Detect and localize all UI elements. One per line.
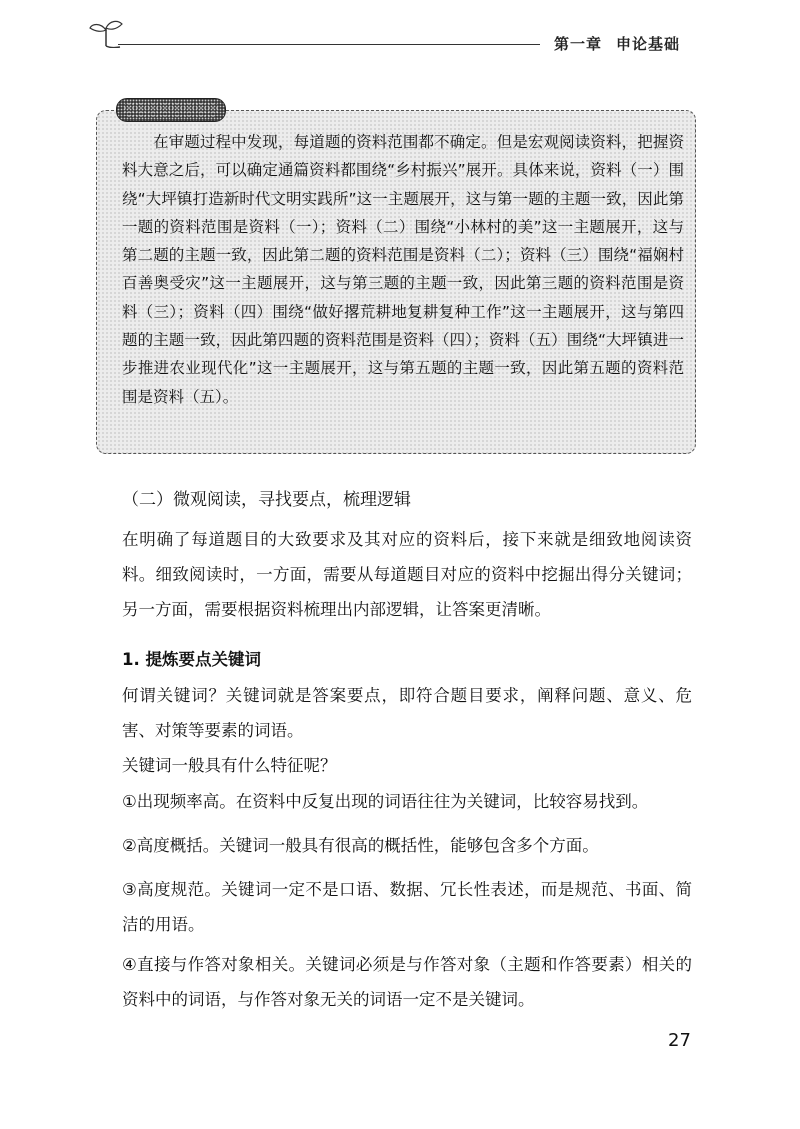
chapter-label: 第一章	[554, 35, 603, 53]
section-heading: （二）微观阅读，寻找要点，梳理逻辑	[122, 490, 411, 510]
header-rule	[118, 44, 540, 45]
page-number: 27	[668, 1030, 691, 1051]
feature-1: ①出现频率高。在资料中反复出现的词语往往为关键词，比较容易找到。	[122, 792, 649, 811]
tip-box-text: 在审题过程中发现，每道题的资料范围都不确定。但是宏观阅读资料，把握资料大意之后，可以确定通篇资料都围绕“乡村振兴”展开。具体来说，资料（一）围绕“大坪镇打造新时代文明实践所”这一主题展开，这与第一题的主题一致，因此第一题的资料范围是资料（一）；资料（二）围绕“小林村的美”这一主题展开，这与第二题的主题一致，因此第二题的资料范围是资料（二）；资料（三）围绕“福娴村百善奥受灾”这一主题展开，这与第三题的主题一致，因此第三题的资料范围是资料（三）；资料（四）围绕“做好撂荒耕地复耕复种工作”这一主题展开，这与第四题的主题一致，因此第四题的资料范围是资料（四）；资料（五）围绕“大坪镇进一步推进农业现代化”这一主题展开，这与第五题的主题一致，因此第五题的资料范围是资料（五）。	[122, 133, 684, 406]
point-heading: 1. 提炼要点关键词	[122, 650, 261, 669]
question-paragraph: 关键词一般具有什么特征呢？	[122, 756, 337, 775]
definition-paragraph: 何谓关键词？关键词就是答案要点，即符合题目要求，阐释问题、意义、危害、对策等要素的词语。	[122, 686, 692, 740]
feature-3: ③高度规范。关键词一定不是口语、数据、冗长性表述，而是规范、书面、简洁的用语。	[122, 880, 692, 934]
tip-label-icon	[116, 98, 226, 122]
feature-2: ②高度概括。关键词一般具有很高的概括性，能够包含多个方面。	[122, 836, 599, 855]
intro-paragraph: 在明确了每道题目的大致要求及其对应的资料后，接下来就是细致地阅读资料。细致阅读时，一方面，需要从每道题目对应的资料中挖掘出得分关键词；另一方面，需要根据资料梳理出内部逻辑，让答案更清晰。	[122, 530, 692, 619]
chapter-header	[554, 33, 680, 54]
chapter-title: 申论基础	[616, 35, 681, 53]
feature-4: ④直接与作答对象相关。关键词必须是与作答对象（主题和作答要素）相关的资料中的词语，与作答对象无关的词语一定不是关键词。	[122, 955, 692, 1009]
